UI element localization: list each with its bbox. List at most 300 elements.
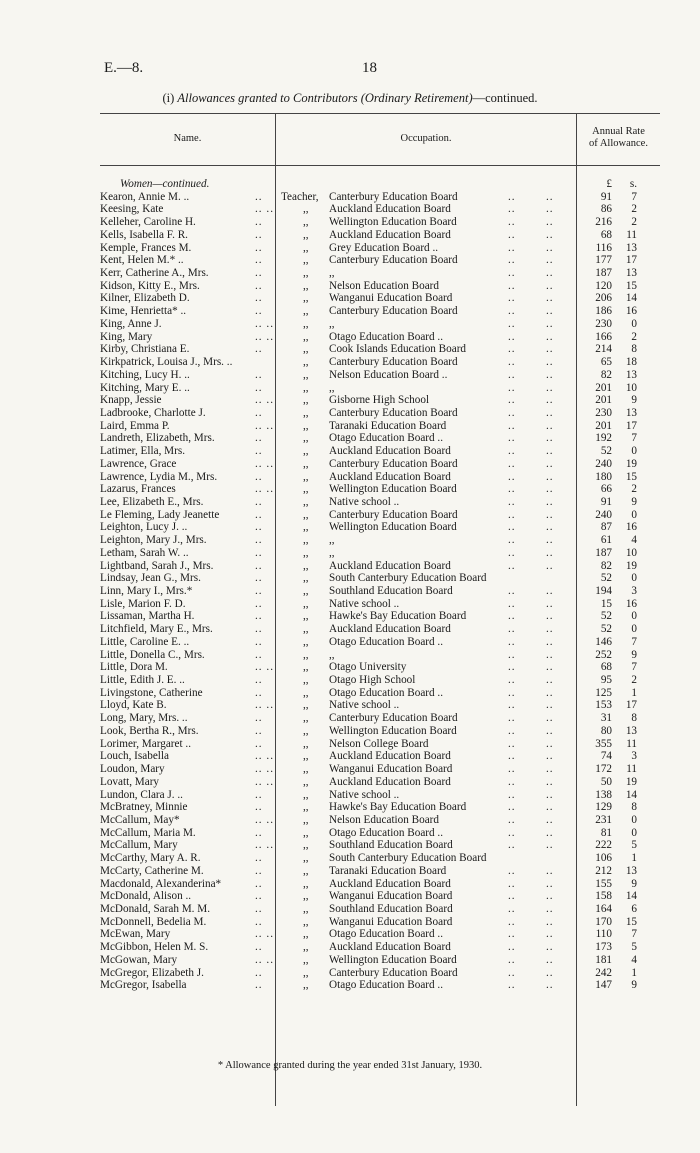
- allowance-shillings: 5: [631, 941, 637, 954]
- name: Lightband, Sarah J., Mrs.: [100, 559, 214, 572]
- occupation-prefix: ,,: [303, 813, 309, 826]
- allowance-shillings: 15: [625, 470, 637, 483]
- leader-dots: ..: [508, 495, 516, 508]
- leader-dots: ..: [546, 330, 554, 343]
- leader-dots: ..: [508, 292, 516, 305]
- leader-dots: ..: [255, 445, 263, 458]
- leader-dots: ..: [508, 953, 516, 966]
- allowance-pounds: 166: [595, 330, 612, 343]
- leader-dots: ..: [546, 534, 554, 547]
- allowance-pounds: 61: [600, 534, 612, 547]
- occupation-prefix: ,,: [303, 394, 309, 407]
- section-heading-row: [100, 178, 660, 191]
- allowance-pounds: 177: [595, 254, 612, 267]
- name: Lorimer, Margaret ..: [100, 737, 191, 750]
- allowance-shillings: 15: [625, 915, 637, 928]
- leader-dots: ..: [546, 368, 554, 381]
- table-row: [100, 420, 660, 433]
- allowance-shillings: 14: [625, 292, 637, 305]
- allowance-shillings: 9: [631, 648, 637, 661]
- leader-dots: ..: [255, 279, 263, 292]
- name: Livingstone, Catherine: [100, 686, 203, 699]
- column-header-name: Name.: [173, 133, 202, 144]
- leader-dots: ..: [546, 864, 554, 877]
- allowance-pounds: 146: [595, 635, 612, 648]
- leader-dots: ..: [546, 915, 554, 928]
- table-title-suffix: —continued.: [472, 91, 538, 105]
- name: Kilner, Elizabeth D.: [100, 292, 190, 305]
- name: McDonald, Sarah M. M.: [100, 902, 210, 915]
- leader-dots: ..: [508, 979, 516, 992]
- occupation-prefix: ,,: [303, 839, 309, 852]
- occupation-prefix: ,,: [303, 585, 309, 597]
- leader-dots: ..: [508, 763, 516, 776]
- table-row: [100, 789, 660, 802]
- occupation-prefix: ,,: [303, 381, 309, 394]
- allowance-pounds: 52: [600, 445, 612, 458]
- occupation: Otago Education Board ..: [329, 330, 444, 343]
- occupation: Native school ..: [329, 699, 400, 712]
- name: Kemple, Frances M.: [100, 241, 192, 254]
- leader-dots: ..: [508, 712, 516, 725]
- allowance-pounds: 153: [595, 699, 612, 712]
- allowance-shillings: 7: [631, 928, 637, 941]
- name: Little, Edith J. E. ..: [100, 674, 185, 687]
- table-row: [100, 229, 660, 242]
- occupation-prefix: ,,: [303, 623, 309, 636]
- allowance-pounds: 206: [595, 292, 612, 305]
- occupation: Wellington Education Board: [329, 216, 457, 229]
- table-title-prefix: (i): [162, 91, 178, 105]
- allowance-pounds: 222: [595, 839, 612, 852]
- leader-dots: ..: [546, 343, 554, 356]
- table-row: [100, 852, 660, 865]
- name: Ladbrooke, Charlotte J.: [100, 406, 206, 419]
- occupation: Canterbury Education Board: [329, 305, 458, 318]
- table-row: [100, 941, 660, 954]
- occupation: Otago Education Board ..: [329, 686, 444, 699]
- leader-dots: ..: [546, 559, 554, 572]
- column-header-rate-line2: of Allowance.: [589, 138, 648, 149]
- leader-dots: ..: [508, 394, 516, 407]
- occupation: South Canterbury Education Board: [329, 572, 487, 585]
- leader-dots: ..: [255, 635, 263, 648]
- name: Look, Bertha R., Mrs.: [100, 724, 199, 737]
- occupation: Canterbury Education Board: [329, 406, 458, 419]
- leader-dots: ..: [546, 941, 554, 954]
- occupation: Southland Education Board: [329, 839, 453, 852]
- name: Loudon, Mary: [100, 763, 165, 776]
- allowance-pounds: 91: [600, 495, 612, 508]
- leader-dots: ..: [508, 228, 516, 241]
- occupation-prefix: ,,: [303, 699, 309, 712]
- leader-dots: .. ..: [255, 763, 274, 776]
- leader-dots: ..: [508, 750, 516, 763]
- name: Lissaman, Martha H.: [100, 610, 195, 623]
- name: Kerr, Catherine A., Mrs.: [100, 267, 209, 280]
- allowance-shillings: 9: [631, 877, 637, 890]
- allowance-shillings: 19: [625, 775, 637, 788]
- leader-dots: ..: [508, 737, 516, 750]
- allowance-shillings: 11: [626, 228, 637, 241]
- occupation-prefix: ,,: [303, 508, 309, 521]
- leader-dots: ..: [546, 979, 554, 992]
- occupation: Wanganui Education Board: [329, 292, 453, 305]
- leader-dots: ..: [546, 788, 554, 801]
- table-row: [100, 776, 660, 789]
- leader-dots: ..: [546, 750, 554, 763]
- occupation-prefix: ,,: [303, 775, 309, 788]
- occupation: Otago Education Board ..: [329, 635, 444, 648]
- name: King, Mary: [100, 330, 153, 343]
- name: Linn, Mary I., Mrs.*: [100, 585, 193, 597]
- occupation: Otago Education Board ..: [329, 826, 444, 839]
- occupation: Hawke's Bay Education Board: [329, 801, 467, 814]
- name: McGibbon, Helen M. S.: [100, 941, 209, 954]
- leader-dots: ..: [546, 356, 554, 369]
- allowance-pounds: 147: [595, 979, 612, 992]
- occupation: Wanganui Education Board: [329, 890, 453, 903]
- allowance-shillings: 10: [625, 381, 637, 394]
- leader-dots: ..: [546, 483, 554, 496]
- table-row: [100, 865, 660, 878]
- occupation-prefix: ,,: [303, 788, 309, 801]
- occupation-prefix: ,,: [303, 241, 309, 254]
- table-row: [100, 610, 660, 623]
- occupation: Wellington Education Board: [329, 521, 457, 534]
- name: Lovatt, Mary: [100, 775, 160, 788]
- leader-dots: ..: [546, 763, 554, 776]
- occupation: Native school ..: [329, 495, 400, 508]
- allowance-table: [100, 178, 660, 992]
- name: McCarthy, Mary A. R.: [100, 852, 201, 865]
- occupation-prefix: ,,: [303, 457, 309, 470]
- occupation-prefix: ,,: [303, 483, 309, 496]
- leader-dots: ..: [508, 648, 516, 661]
- leader-dots: ..: [255, 966, 263, 979]
- leader-dots: ..: [508, 190, 516, 203]
- occupation-prefix: ,,: [303, 267, 309, 280]
- allowance-pounds: 155: [595, 877, 612, 890]
- leader-dots: ..: [546, 801, 554, 814]
- occupation-prefix: ,,: [303, 902, 309, 915]
- leader-dots: ..: [508, 788, 516, 801]
- allowance-pounds: 201: [595, 381, 612, 394]
- table-row: [100, 547, 660, 560]
- occupation-prefix: ,,: [303, 445, 309, 458]
- leader-dots: ..: [546, 190, 554, 203]
- allowance-shillings: 7: [631, 635, 637, 648]
- table-row: [100, 878, 660, 891]
- allowance-shillings: 8: [631, 801, 637, 814]
- leader-dots: ..: [508, 864, 516, 877]
- name: McCarty, Catherine M.: [100, 864, 204, 877]
- leader-dots: ..: [255, 724, 263, 737]
- allowance-shillings: 1: [631, 852, 637, 865]
- occupation: Canterbury Education Board: [329, 190, 458, 203]
- leader-dots: ..: [508, 610, 516, 623]
- table-row: [100, 623, 660, 636]
- table-row: [100, 827, 660, 840]
- leader-dots: ..: [255, 915, 263, 928]
- name: Lisle, Marion F. D.: [100, 597, 186, 610]
- allowance-shillings: 7: [631, 190, 637, 203]
- occupation-prefix: ,,: [303, 712, 309, 725]
- allowance-shillings: 0: [631, 623, 637, 636]
- allowance-shillings: 13: [625, 724, 637, 737]
- leader-dots: ..: [508, 457, 516, 470]
- leader-dots: .. ..: [255, 483, 274, 496]
- leader-dots: .. ..: [255, 839, 274, 852]
- allowance-pounds: 82: [600, 559, 612, 572]
- occupation: Canterbury Education Board: [329, 712, 458, 725]
- leader-dots: ..: [255, 890, 263, 903]
- leader-dots: ..: [546, 228, 554, 241]
- allowance-pounds: 31: [600, 712, 612, 725]
- column-header-rate: [577, 126, 660, 150]
- leader-dots: ..: [508, 801, 516, 814]
- leader-dots: ..: [546, 775, 554, 788]
- occupation: Auckland Education Board: [329, 750, 451, 763]
- leader-dots: ..: [508, 521, 516, 534]
- leader-dots: ..: [546, 406, 554, 419]
- name: Lloyd, Kate B.: [100, 699, 167, 712]
- table-row: [100, 649, 660, 662]
- allowance-shillings: 0: [631, 826, 637, 839]
- leader-dots: ..: [508, 406, 516, 419]
- name: McDonald, Alison ..: [100, 890, 192, 903]
- table-title: [0, 91, 700, 106]
- occupation: Nelson Education Board ..: [329, 368, 448, 381]
- name: Kelleher, Caroline H.: [100, 216, 196, 229]
- allowance-pounds: 173: [595, 941, 612, 954]
- table-row: [100, 509, 660, 522]
- occupation-prefix: ,,: [303, 559, 309, 572]
- leader-dots: ..: [255, 559, 263, 572]
- leader-dots: ..: [546, 381, 554, 394]
- leader-dots: ..: [255, 585, 263, 597]
- occupation: Taranaki Education Board: [329, 419, 447, 432]
- occupation: Otago University: [329, 661, 407, 674]
- occupation-prefix: ,,: [303, 343, 309, 356]
- name: Little, Caroline E. ..: [100, 635, 190, 648]
- name: McCallum, May*: [100, 813, 180, 826]
- leader-dots: .. ..: [255, 394, 274, 407]
- occupation: ,,: [329, 534, 335, 547]
- allowance-shillings: 19: [625, 559, 637, 572]
- leader-dots: ..: [255, 254, 263, 267]
- occupation: Gisborne High School: [329, 394, 430, 407]
- name: McGowan, Mary: [100, 953, 178, 966]
- name: Litchfield, Mary E., Mrs.: [100, 623, 213, 636]
- leader-dots: ..: [508, 966, 516, 979]
- allowance-pounds: 172: [595, 763, 612, 776]
- occupation-prefix: ,,: [303, 661, 309, 674]
- occupation: Wellington Education Board: [329, 724, 457, 737]
- allowance-shillings: 4: [631, 534, 637, 547]
- allowance-shillings: 13: [625, 864, 637, 877]
- leader-dots: ..: [508, 330, 516, 343]
- leader-dots: ..: [508, 368, 516, 381]
- leader-dots: ..: [508, 216, 516, 229]
- leader-dots: ..: [508, 674, 516, 687]
- occupation-prefix: ,,: [303, 330, 309, 343]
- allowance-shillings: 0: [631, 572, 637, 585]
- allowance-shillings: 14: [625, 788, 637, 801]
- occupation: Auckland Education Board: [329, 775, 451, 788]
- leader-dots: ..: [508, 483, 516, 496]
- table-row: [100, 292, 660, 305]
- allowance-shillings: 13: [625, 241, 637, 254]
- leader-dots: ..: [508, 267, 516, 280]
- allowance-shillings: 0: [631, 610, 637, 623]
- leader-dots: ..: [255, 190, 263, 203]
- table-row: [100, 343, 660, 356]
- occupation: Auckland Education Board: [329, 228, 451, 241]
- occupation-prefix: ,,: [303, 674, 309, 687]
- table-row: [100, 534, 660, 547]
- occupation-prefix: ,,: [303, 317, 309, 330]
- leader-dots: ..: [508, 928, 516, 941]
- leader-dots: ..: [546, 445, 554, 458]
- allowance-shillings: 2: [631, 330, 637, 343]
- leader-dots: ..: [546, 216, 554, 229]
- table-row: [100, 471, 660, 484]
- occupation: Auckland Education Board: [329, 470, 451, 483]
- leader-dots: ..: [255, 801, 263, 814]
- name: McDonnell, Bedelia M.: [100, 915, 207, 928]
- allowance-pounds: 129: [595, 801, 612, 814]
- occupation: Nelson Education Board: [329, 813, 439, 826]
- leader-dots: ..: [255, 826, 263, 839]
- leader-dots: ..: [546, 457, 554, 470]
- table-row: [100, 560, 660, 573]
- allowance-pounds: 52: [600, 610, 612, 623]
- allowance-shillings: 13: [625, 406, 637, 419]
- leader-dots: ..: [546, 610, 554, 623]
- leader-dots: ..: [255, 686, 263, 699]
- table-row: [100, 445, 660, 458]
- allowance-shillings: 7: [631, 661, 637, 674]
- occupation-prefix: ,,: [303, 597, 309, 610]
- table-row: [100, 483, 660, 496]
- allowance-shillings: 0: [631, 317, 637, 330]
- name: McGregor, Elizabeth J.: [100, 966, 204, 979]
- name: Laird, Emma P.: [100, 419, 170, 432]
- occupation: Canterbury Education Board: [329, 356, 458, 369]
- leader-dots: .. ..: [255, 928, 274, 941]
- leader-dots: ..: [255, 495, 263, 508]
- table-title-italic: Allowances granted to Contributors (Ordinary Retirement): [177, 91, 473, 105]
- allowance-shillings: 8: [631, 712, 637, 725]
- leader-dots: ..: [255, 534, 263, 547]
- allowance-shillings: 6: [631, 902, 637, 915]
- occupation: ,,: [329, 648, 335, 661]
- occupation-prefix: ,,: [303, 228, 309, 241]
- leader-dots: ..: [508, 686, 516, 699]
- table-row: [100, 458, 660, 471]
- occupation-prefix: ,,: [303, 724, 309, 737]
- allowance-pounds: 80: [600, 724, 612, 737]
- allowance-pounds: 187: [595, 267, 612, 280]
- leader-dots: ..: [546, 279, 554, 292]
- leader-dots: ..: [508, 356, 516, 369]
- occupation: Otago High School: [329, 674, 416, 687]
- allowance-pounds: 252: [595, 648, 612, 661]
- name: Long, Mary, Mrs. ..: [100, 712, 188, 725]
- allowance-pounds: 242: [595, 966, 612, 979]
- occupation-prefix: ,,: [303, 737, 309, 750]
- document-code: E.—8.: [104, 60, 144, 76]
- occupation: Auckland Education Board: [329, 941, 451, 954]
- allowance-pounds: 91: [600, 190, 612, 203]
- leader-dots: ..: [546, 241, 554, 254]
- leader-dots: .. ..: [255, 699, 274, 712]
- leader-dots: ..: [255, 292, 263, 305]
- page-number: 18: [362, 60, 377, 76]
- allowance-pounds: 212: [595, 864, 612, 877]
- table-row: [100, 331, 660, 344]
- occupation-prefix: ,,: [303, 750, 309, 763]
- allowance-shillings: 0: [631, 813, 637, 826]
- name: Lee, Elizabeth E., Mrs.: [100, 495, 204, 508]
- leader-dots: ..: [546, 724, 554, 737]
- leader-dots: ..: [546, 432, 554, 445]
- allowance-shillings: 16: [625, 597, 637, 610]
- allowance-pounds: 106: [595, 852, 612, 865]
- table-row: [100, 585, 660, 598]
- occupation: ,,: [329, 317, 335, 330]
- leader-dots: ..: [508, 534, 516, 547]
- leader-dots: ..: [546, 254, 554, 267]
- allowance-pounds: 230: [595, 317, 612, 330]
- leader-dots: ..: [255, 521, 263, 534]
- occupation-prefix: ,,: [303, 941, 309, 954]
- leader-dots: ..: [546, 635, 554, 648]
- unit-pounds: £: [606, 178, 612, 190]
- occupation: Grey Education Board ..: [329, 241, 439, 254]
- leader-dots: ..: [255, 712, 263, 725]
- allowance-pounds: 192: [595, 432, 612, 445]
- leader-dots: .. ..: [255, 457, 274, 470]
- allowance-shillings: 9: [631, 394, 637, 407]
- allowance-pounds: 201: [595, 419, 612, 432]
- allowance-shillings: 19: [625, 457, 637, 470]
- allowance-shillings: 14: [625, 890, 637, 903]
- leader-dots: ..: [546, 928, 554, 941]
- leader-dots: ..: [546, 737, 554, 750]
- occupation: Cook Islands Education Board: [329, 343, 467, 356]
- table-row: [100, 496, 660, 509]
- table-row: [100, 242, 660, 255]
- allowance-shillings: 9: [631, 979, 637, 992]
- allowance-pounds: 52: [600, 623, 612, 636]
- table-row: [100, 216, 660, 229]
- occupation: Wanganui Education Board: [329, 915, 453, 928]
- occupation-prefix: ,,: [303, 953, 309, 966]
- name: Latimer, Ella, Mrs.: [100, 445, 185, 458]
- occupation-prefix: ,,: [303, 864, 309, 877]
- name: McCallum, Mary: [100, 839, 178, 852]
- leader-dots: ..: [508, 661, 516, 674]
- table-row: [100, 356, 660, 369]
- table-row: [100, 318, 660, 331]
- leader-dots: ..: [546, 839, 554, 852]
- leader-dots: ..: [255, 305, 263, 318]
- leader-dots: ..: [546, 686, 554, 699]
- name: Kent, Helen M.* ..: [100, 254, 184, 267]
- table-row: [100, 839, 660, 852]
